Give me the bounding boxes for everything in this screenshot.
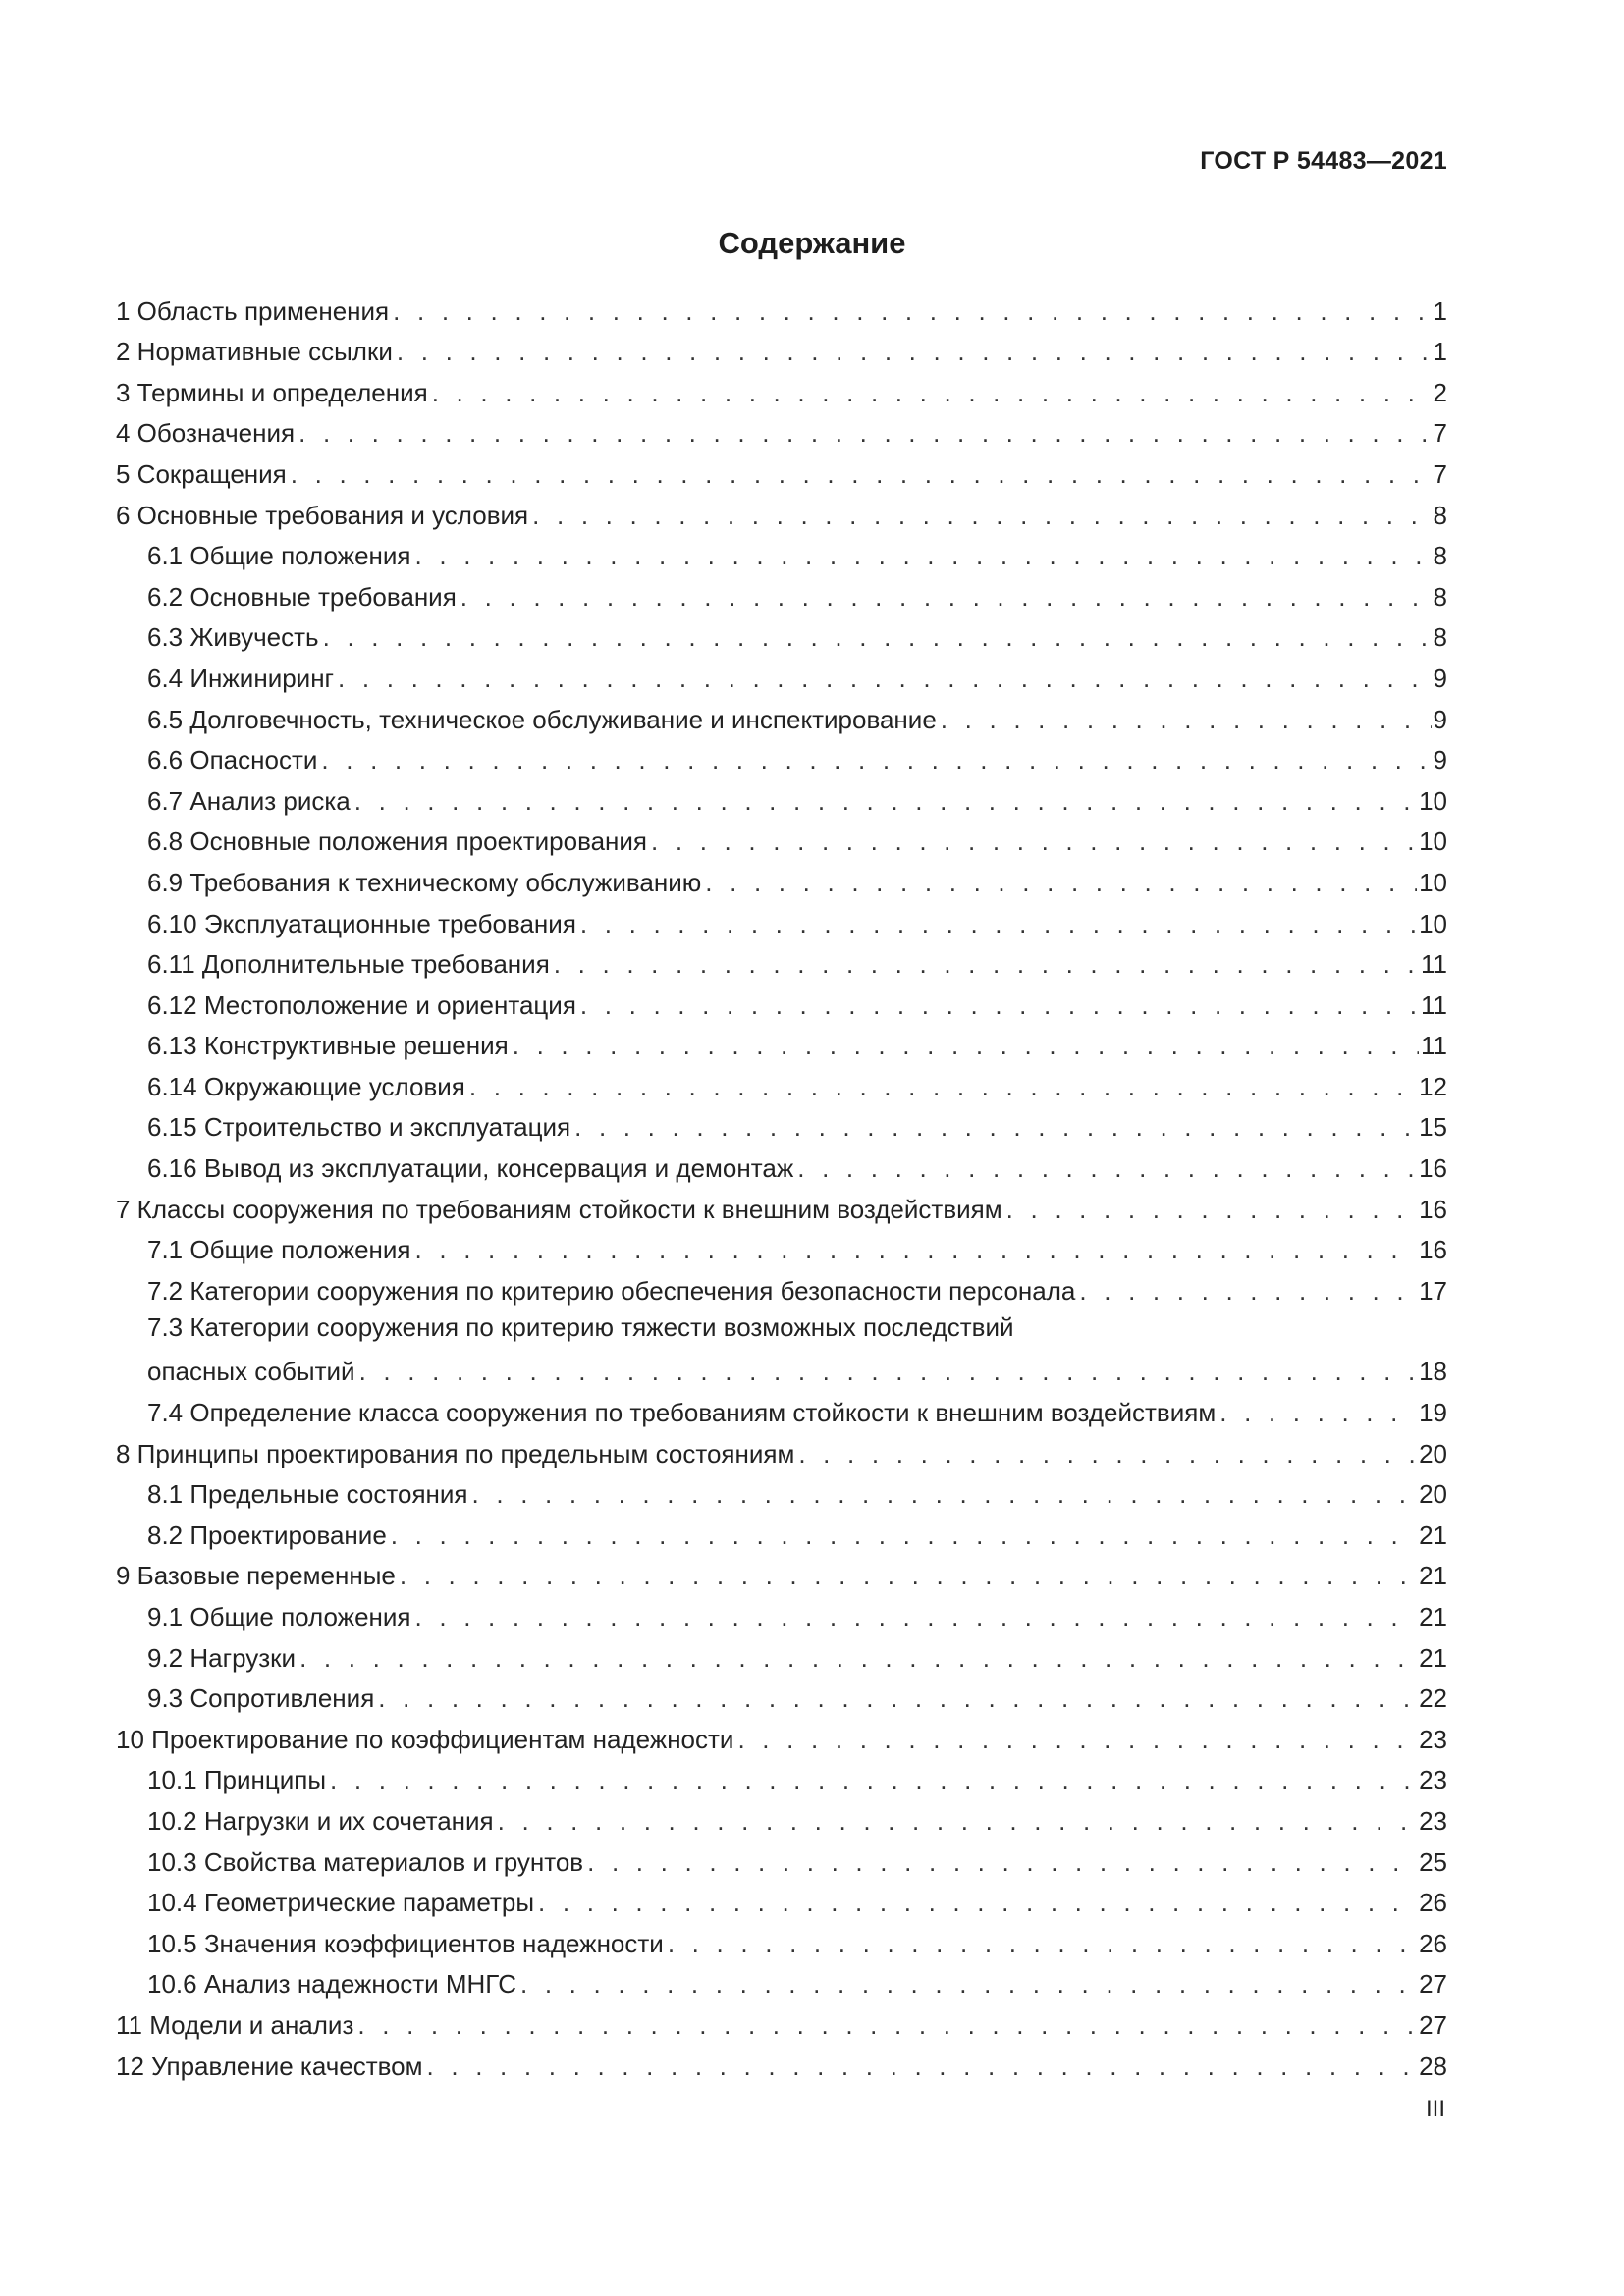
- toc-entry[interactable]: [116, 1877, 1447, 1918]
- dot-leader: [798, 1439, 1417, 1468]
- dot-leader: [299, 1643, 1417, 1673]
- dot-leader: [393, 296, 1431, 326]
- dot-leader: [298, 418, 1431, 448]
- toc-entry-page: 9: [1433, 745, 1447, 775]
- dot-leader: [520, 1969, 1417, 1999]
- toc-entry-page: 23: [1419, 1765, 1447, 1795]
- toc-entry-label: 9 Базовые переменные: [116, 1561, 400, 1590]
- toc-entry-label: 7 Классы сооружения по требованиям стойкости к внешним воздействиям: [116, 1195, 1006, 1224]
- dot-leader: [432, 378, 1432, 407]
- dot-leader: [668, 1929, 1417, 1958]
- toc-entry[interactable]: [116, 366, 1447, 407]
- toc-entry[interactable]: [116, 1224, 1447, 1265]
- dot-leader: [498, 1806, 1417, 1836]
- toc-entry[interactable]: [116, 693, 1447, 734]
- toc-entry[interactable]: [116, 1713, 1447, 1754]
- toc-entry-label: 6.7 Анализ риска: [147, 786, 354, 816]
- dot-leader: [513, 1031, 1419, 1060]
- dot-leader: [321, 745, 1431, 774]
- table-of-contents: [116, 285, 1447, 2081]
- dot-leader: [460, 582, 1432, 612]
- toc-entry-page: 16: [1419, 1194, 1447, 1224]
- dot-leader: [400, 1561, 1417, 1590]
- toc-entry-page: 10: [1419, 785, 1447, 816]
- toc-entry-label: 6.11 Дополнительные требования: [147, 949, 554, 979]
- dot-leader: [323, 622, 1432, 652]
- dot-leader: [415, 1602, 1418, 1631]
- toc-entry[interactable]: [116, 1020, 1447, 1061]
- dot-leader: [357, 2010, 1417, 2040]
- toc-entry[interactable]: [116, 1754, 1447, 1795]
- toc-entry[interactable]: [116, 1264, 1447, 1306]
- toc-entry[interactable]: [116, 979, 1447, 1020]
- toc-entry-label: 8.2 Проектирование: [147, 1521, 391, 1550]
- toc-entry-page: 11: [1421, 1031, 1447, 1061]
- dot-leader: [737, 1725, 1417, 1754]
- toc-entry-label: 7.2 Категории сооружения по критерию обеспечения безопасности персонала: [147, 1276, 1079, 1306]
- toc-entry-page: 16: [1419, 1235, 1447, 1265]
- toc-entry-page: 18: [1419, 1357, 1447, 1387]
- toc-entry-label: 1 Область применения: [116, 296, 393, 326]
- toc-entry[interactable]: [116, 1794, 1447, 1836]
- toc-entry-label: 10.4 Геометрические параметры: [147, 1888, 538, 1917]
- dot-leader: [1219, 1398, 1417, 1427]
- toc-entry[interactable]: [116, 407, 1447, 449]
- toc-entry-label: 10 Проектирование по коэффициентам надежности: [116, 1725, 737, 1754]
- toc-entry-label: 10.1 Принципы: [147, 1765, 330, 1794]
- toc-entry-label: 6.15 Строительство и эксплуатация: [147, 1112, 574, 1142]
- dot-leader: [705, 868, 1417, 897]
- toc-entry[interactable]: [116, 1060, 1447, 1101]
- toc-entry-page: 15: [1419, 1112, 1447, 1143]
- dot-leader: [554, 949, 1419, 979]
- toc-entry[interactable]: [116, 2040, 1447, 2081]
- toc-entry-label: 3 Термины и определения: [116, 378, 432, 407]
- toc-entry-page: 19: [1419, 1398, 1447, 1428]
- toc-entry-page: 22: [1419, 1683, 1447, 1714]
- toc-entry-page: 8: [1433, 622, 1447, 653]
- dot-leader: [651, 827, 1417, 856]
- toc-entry-page: 9: [1433, 663, 1447, 693]
- toc-entry[interactable]: [116, 897, 1447, 938]
- toc-entry[interactable]: [116, 1468, 1447, 1510]
- toc-entry[interactable]: [116, 326, 1447, 367]
- page-number: III: [1425, 2096, 1445, 2122]
- toc-entry-page: 12: [1419, 1071, 1447, 1101]
- toc-entry-page: 23: [1419, 1805, 1447, 1836]
- toc-entry[interactable]: [116, 1836, 1447, 1877]
- toc-entry-label: 10.6 Анализ надежности МНГС: [147, 1969, 520, 1999]
- toc-entry[interactable]: [116, 938, 1447, 980]
- toc-entry-label: 6.10 Эксплуатационные требования: [147, 909, 580, 938]
- toc-entry[interactable]: [116, 1631, 1447, 1673]
- toc-entry-page: 28: [1419, 2051, 1447, 2081]
- toc-entry-page: 21: [1419, 1561, 1447, 1591]
- toc-entry-label: 12 Управление качеством: [116, 2052, 427, 2081]
- toc-entry-label: 6.14 Окружающие условия: [147, 1072, 469, 1101]
- toc-entry-page: 25: [1419, 1846, 1447, 1877]
- toc-entry-label: 6.6 Опасности: [147, 745, 321, 774]
- toc-entry-label: 4 Обозначения: [116, 418, 298, 448]
- toc-entry-label: 5 Сокращения: [116, 459, 291, 489]
- toc-entry-label: 6 Основные требования и условия: [116, 501, 532, 530]
- toc-entry-page: 9: [1433, 704, 1447, 734]
- toc-entry-label: 6.3 Живучесть: [147, 622, 323, 652]
- toc-entry-label: 6.5 Долговечность, техническое обслуживание и инспектирование: [147, 705, 941, 734]
- toc-entry[interactable]: [116, 1550, 1447, 1591]
- dot-leader: [427, 2052, 1418, 2081]
- toc-entry[interactable]: [116, 1427, 1447, 1468]
- toc-entry[interactable]: [116, 1386, 1447, 1427]
- toc-entry[interactable]: [116, 1101, 1447, 1143]
- toc-entry-page: 11: [1421, 949, 1447, 980]
- toc-entry-label: 6.13 Конструктивные решения: [147, 1031, 513, 1060]
- toc-entry[interactable]: [116, 1958, 1447, 2000]
- toc-entry-page: 8: [1433, 500, 1447, 530]
- toc-entry[interactable]: [116, 652, 1447, 693]
- toc-entry-label: 6.16 Вывод из эксплуатации, консервация и демонтаж: [147, 1153, 797, 1183]
- toc-entry-label: 9.3 Сопротивления: [147, 1683, 378, 1713]
- toc-entry-label: 7.4 Определение класса сооружения по требованиям стойкости к внешним воздействиям: [147, 1398, 1219, 1427]
- toc-entry-page: 10: [1419, 867, 1447, 897]
- toc-entry-label: 6.12 Местоположение и ориентация: [147, 990, 580, 1020]
- toc-entry-page: 23: [1419, 1724, 1447, 1754]
- toc-entry-page: 26: [1419, 1888, 1447, 1918]
- toc-entry-page: 21: [1419, 1520, 1447, 1550]
- toc-entry[interactable]: [116, 856, 1447, 897]
- dot-leader: [330, 1765, 1417, 1794]
- toc-entry-label: 8.1 Предельные состояния: [147, 1479, 472, 1509]
- toc-entry-label: 9.2 Нагрузки: [147, 1643, 299, 1673]
- toc-entry-page: 1: [1433, 295, 1447, 326]
- toc-entry[interactable]: [116, 774, 1447, 816]
- toc-entry-page: 7: [1433, 458, 1447, 489]
- toc-entry-page: 11: [1421, 989, 1447, 1020]
- toc-entry-page: 10: [1419, 908, 1447, 938]
- toc-entry-page: 27: [1419, 1969, 1447, 2000]
- toc-entry[interactable]: [116, 612, 1447, 653]
- toc-entry-label: 6.9 Требования к техническому обслуживанию: [147, 868, 705, 897]
- toc-entry[interactable]: [116, 1590, 1447, 1631]
- document-code: ГОСТ Р 54483—2021: [1200, 147, 1447, 175]
- dot-leader: [338, 664, 1431, 693]
- toc-entry-page: 20: [1419, 1438, 1447, 1468]
- dot-leader: [391, 1521, 1417, 1550]
- toc-entry-page: 26: [1419, 1928, 1447, 1958]
- toc-entry[interactable]: [116, 489, 1447, 530]
- dot-leader: [472, 1479, 1418, 1509]
- toc-entry[interactable]: [116, 1673, 1447, 1714]
- toc-entry-page: 21: [1419, 1642, 1447, 1673]
- dot-leader: [291, 459, 1432, 489]
- toc-entry-page: 7: [1433, 418, 1447, 449]
- toc-entry-label: 11 Модели и анализ: [116, 2010, 357, 2040]
- dot-leader: [580, 990, 1419, 1020]
- toc-entry-label: 7.1 Общие положения: [147, 1235, 415, 1264]
- dot-leader: [797, 1153, 1417, 1183]
- toc-entry[interactable]: [116, 734, 1447, 775]
- toc-entry[interactable]: [116, 448, 1447, 489]
- toc-entry[interactable]: [116, 1509, 1447, 1550]
- dot-leader: [574, 1112, 1417, 1142]
- dot-leader: [587, 1847, 1417, 1877]
- dot-leader: [469, 1072, 1417, 1101]
- dot-leader: [354, 786, 1417, 816]
- toc-entry-page: 1: [1433, 337, 1447, 367]
- toc-entry-label-continued: опасных событий: [147, 1357, 355, 1387]
- toc-entry[interactable]: [116, 1312, 1447, 1387]
- toc-entry[interactable]: [116, 570, 1447, 612]
- toc-entry-label: 6.1 Общие положения: [147, 541, 415, 570]
- toc-entry-label: 10.3 Свойства материалов и грунтов: [147, 1847, 587, 1877]
- toc-entry-label: 6.2 Основные требования: [147, 582, 460, 612]
- toc-entry-page: 16: [1419, 1153, 1447, 1184]
- toc-entry-label: 10.5 Значения коэффициентов надежности: [147, 1929, 668, 1958]
- toc-entry[interactable]: [116, 285, 1447, 326]
- toc-entry[interactable]: [116, 816, 1447, 857]
- dot-leader: [359, 1357, 1418, 1386]
- dot-leader: [1006, 1195, 1417, 1224]
- toc-entry-page: 27: [1419, 2009, 1447, 2040]
- toc-entry[interactable]: [116, 1142, 1447, 1183]
- toc-entry-page: 2: [1433, 377, 1447, 407]
- toc-entry-label: 2 Нормативные ссылки: [116, 337, 397, 366]
- toc-entry[interactable]: [116, 1999, 1447, 2040]
- toc-entry-page: 8: [1433, 581, 1447, 612]
- toc-entry[interactable]: [116, 1917, 1447, 1958]
- dot-leader: [580, 909, 1417, 938]
- dot-leader: [1079, 1276, 1417, 1306]
- dot-leader: [415, 541, 1432, 570]
- toc-entry-label: 6.8 Основные положения проектирования: [147, 827, 651, 856]
- toc-entry-label: 7.3 Категории сооружения по критерию тяжести возможных последствий: [147, 1311, 1014, 1342]
- toc-entry-page: 17: [1419, 1275, 1447, 1306]
- dot-leader: [532, 501, 1431, 530]
- toc-entry-label: 10.2 Нагрузки и их сочетания: [147, 1806, 498, 1836]
- toc-title: Содержание: [718, 226, 906, 260]
- dot-leader: [378, 1683, 1417, 1713]
- toc-entry-page: 21: [1419, 1602, 1447, 1631]
- toc-entry-page: 10: [1419, 827, 1447, 857]
- toc-entry[interactable]: [116, 1183, 1447, 1224]
- toc-entry-label: 8 Принципы проектирования по предельным состояниям: [116, 1439, 798, 1468]
- dot-leader: [538, 1888, 1417, 1917]
- toc-entry[interactable]: [116, 530, 1447, 571]
- toc-entry-page: 8: [1433, 541, 1447, 571]
- dot-leader: [415, 1235, 1418, 1264]
- toc-entry-label: 9.1 Общие положения: [147, 1602, 415, 1631]
- toc-entry-label: 6.4 Инжиниринг: [147, 664, 338, 693]
- toc-entry-page: 20: [1419, 1479, 1447, 1510]
- dot-leader: [941, 705, 1432, 734]
- dot-leader: [397, 337, 1432, 366]
